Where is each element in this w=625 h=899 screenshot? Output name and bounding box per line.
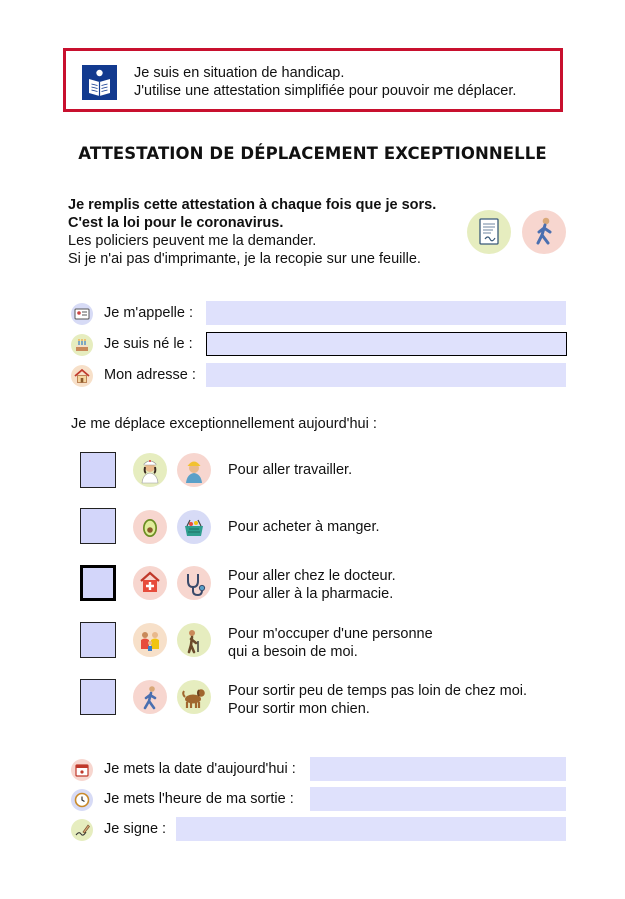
walking-person-icon [522,210,566,254]
care-checkbox[interactable] [80,622,116,658]
reason-care [228,625,433,661]
reason-walk [228,682,527,718]
id-card-icon [71,303,93,325]
banner-line-2: J'utilise une attestation simplifiée pour pouvoir me déplacer. [134,83,517,99]
worker-icon [177,453,211,487]
reason-walk-line-2: Pour sortir mon chien. [228,701,370,717]
birth-label: Je suis né le : [104,336,193,352]
walk-checkbox[interactable] [80,679,116,715]
sign-label: Je signe : [104,821,167,837]
date-label: Je mets la date d'aujourd'hui : [104,761,296,777]
calendar-icon [71,759,93,781]
reason-care-line-2: qui a besoin de moi. [228,644,358,660]
easy-read-logo-icon [82,65,117,100]
reason-health-line-1: Pour aller chez le docteur. [228,568,396,584]
work-checkbox[interactable] [80,452,116,488]
elderly-icon [177,623,211,657]
reason-health [228,567,396,603]
intro-line-2: C'est la loi pour le coronavirus. [68,215,284,231]
address-label: Mon adresse : [104,367,196,383]
reasons-heading: Je me déplace exceptionnellement aujourd'hui : [71,416,377,432]
pharmacy-icon [133,566,167,600]
avocado-icon [133,510,167,544]
banner-text [134,64,516,100]
banner-line-1: Je suis en situation de handicap. [134,65,345,81]
intro-line-3: Les policiers peuvent me la demander. [68,233,317,249]
intro-line-1: Je remplis cette attestation à chaque fois que je sors. [68,197,437,213]
stethoscope-icon [177,566,211,600]
clock-icon [71,789,93,811]
birthday-cake-icon [71,334,93,356]
intro-text [68,196,436,268]
dog-icon [177,680,211,714]
birth-date-field[interactable] [206,332,567,356]
walker-icon [133,680,167,714]
reason-walk-line-1: Pour sortir peu de temps pas loin de chez moi. [228,683,528,699]
reason-work [228,461,352,479]
reason-health-line-2: Pour aller à la pharmacie. [228,586,394,602]
basket-icon [177,510,211,544]
house-icon [71,365,93,387]
signature-field[interactable] [176,817,566,841]
intro-line-4: Si je n'ai pas d'imprimante, je la recopie sur une feuille. [68,251,421,267]
date-field[interactable] [310,757,566,781]
health-checkbox[interactable] [80,565,116,601]
name-field[interactable] [206,301,566,325]
time-label: Je mets l'heure de ma sortie : [104,791,294,807]
signature-icon [71,819,93,841]
reason-work-line-1: Pour aller travailler. [228,462,353,478]
reason-care-line-1: Pour m'occuper d'une personne [228,626,433,642]
nurse-icon [133,453,167,487]
address-field[interactable] [206,363,566,387]
time-field[interactable] [310,787,566,811]
document-icon [467,210,511,254]
page-title: ATTESTATION DE DÉPLACEMENT EXCEPTIONNELLE [78,144,547,163]
reason-food [228,518,380,536]
name-label: Je m'appelle : [104,305,194,321]
food-checkbox[interactable] [80,508,116,544]
family-icon [133,623,167,657]
reason-food-line-1: Pour acheter à manger. [228,519,380,535]
